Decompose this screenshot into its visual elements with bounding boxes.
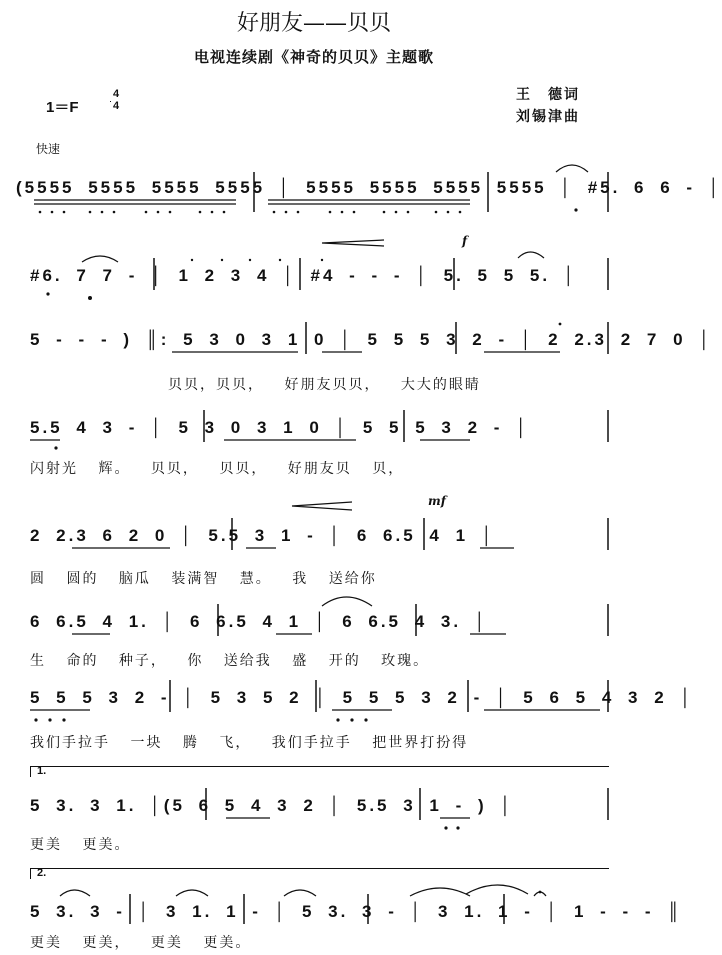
system-6-notes: 6 6.5 4 1. │ 6 6.5 4 1 │ 6 6.5 4 3. │	[30, 612, 489, 631]
slur-7	[284, 890, 316, 896]
octave-dots	[34, 208, 577, 893]
tempo-marking: 快速	[36, 142, 61, 156]
system-3-lyrics: 贝贝，贝贝， 好朋友贝贝， 大大的眼睛	[168, 377, 481, 393]
time-signature-top: 4	[112, 88, 120, 100]
system-9-lyrics: 更美 更美， 更美 更美。	[30, 935, 252, 951]
system-5-lyrics: 圆 圆的 脑瓜 装满智 慧。 我 送给你	[30, 571, 377, 587]
slur-6	[176, 890, 208, 896]
time-signature-bottom: 4	[112, 100, 120, 112]
slur-4	[322, 597, 372, 606]
slur-8	[410, 888, 470, 896]
system-8-notes: 5 3. 3 1. │(5 6 5 4 3 2 │ 5.5 3 1 - ) │	[30, 796, 514, 815]
song-title: 好朋友——贝贝	[236, 11, 391, 36]
system-6-lyrics: 生 命的 种子， 你 送给我 盛 开的 玫瑰。	[30, 653, 430, 669]
upper-octave-dots	[191, 259, 562, 326]
key-signature: 1＝F	[46, 99, 79, 116]
system-8-lyrics: 更美 更美。	[30, 837, 131, 853]
system-4-lyrics: 闪射光 辉。 贝贝， 贝贝， 好朋友贝 贝，	[30, 461, 405, 477]
slur-1	[556, 165, 588, 172]
system-9-notes: 5 3. 3 - │ 3 1. 1 - │ 5 3. 3 - │ 3 1. 1 - │ 1 - - - ║	[30, 902, 683, 921]
mezzo-forte-marking: mf	[428, 494, 446, 508]
slur-5	[60, 890, 90, 896]
system-7-notes: 5 5 5 3 2 - │ 5 3 5 2 │ 5 5 5 3 2 - │ 5 6 5 4 3 2 │	[30, 688, 694, 707]
composer-credit: 刘锡津曲	[516, 109, 580, 125]
crescendo-hairpin-2	[292, 502, 352, 510]
beam-underlines	[30, 200, 600, 818]
lyricist-credit: 王 德词	[516, 87, 580, 103]
system-5-notes: 2 2.3 6 2 0 │ 5.5 3 1 - │ 6 6.5 4 1 │	[30, 526, 496, 545]
second-ending-number: 2.	[37, 867, 47, 879]
slur-2	[82, 256, 118, 262]
system-2-notes: #6. 7 7 - │ 1 2 3 4 │ #4 - - - │ 5. 5 5 5. │	[30, 266, 578, 285]
song-subtitle: 电视连续剧《神奇的贝贝》主题歌	[193, 48, 434, 66]
system-4-notes: 5.5 4 3 - │ 5 3 0 3 1 0 │ 5 5 5 3 2 - │	[30, 418, 530, 437]
slur-9	[466, 885, 528, 894]
crescendo-hairpin-1	[322, 240, 384, 246]
slur-3	[518, 252, 544, 258]
system-7-lyrics: 我们手拉手 一块 腾 飞， 我们手拉手 把世界打扮得	[30, 735, 469, 751]
system-3-notes: 5 - - - ) ║: 5 3 0 3 1 0 │ 5 5 5 3 2 - │ 2 2.3 2 7 0 │	[30, 330, 713, 349]
first-ending-number: 1.	[37, 765, 47, 777]
forte-marking: f	[462, 234, 468, 248]
bar-lines	[130, 172, 608, 924]
system-1-notes: (5555 5555 5555 5555 │ 5555 5555 5555 5555 │ #5. 6 6 - │	[16, 178, 722, 197]
